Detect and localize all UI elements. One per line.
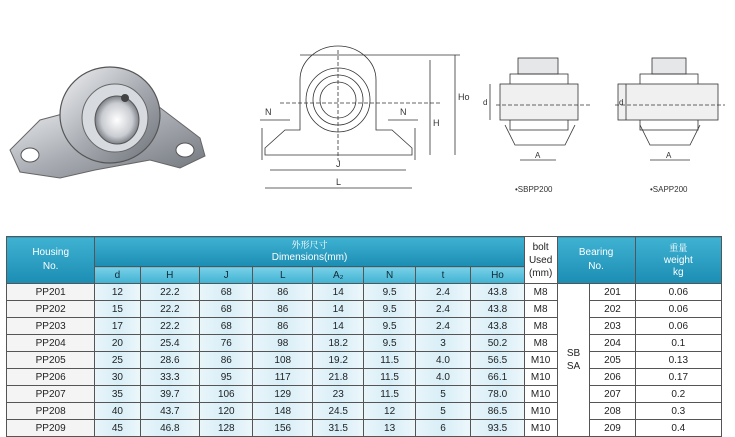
table-row bbox=[7, 386, 722, 403]
weight-cell: 0.1 bbox=[635, 335, 721, 352]
front-view-drawing bbox=[260, 46, 460, 188]
sbpp-d-label: d bbox=[483, 98, 488, 107]
sapp-a-label: A bbox=[666, 151, 672, 160]
h-cell: 28.6 bbox=[140, 352, 200, 369]
housing-cell: PP208 bbox=[7, 403, 95, 420]
bearing-type-sa: SA bbox=[566, 361, 581, 372]
table-row bbox=[7, 403, 722, 420]
h-cell: 22.2 bbox=[140, 284, 200, 301]
col-header-ho: Ho bbox=[471, 267, 524, 284]
l-cell: 86 bbox=[253, 318, 313, 335]
d-cell: 40 bbox=[95, 403, 140, 420]
t-cell: 4.0 bbox=[415, 369, 470, 386]
bearing-cell: 204 bbox=[590, 335, 635, 352]
col-header-t: t bbox=[415, 267, 470, 284]
weight-cell: 0.06 bbox=[635, 301, 721, 318]
col-header-l: L bbox=[253, 267, 313, 284]
n-cell: 9.5 bbox=[364, 284, 415, 301]
dim-j: J bbox=[336, 159, 341, 169]
t-cell: 5 bbox=[415, 386, 470, 403]
weight-cell: 0.2 bbox=[635, 386, 721, 403]
col-header-n: N bbox=[364, 267, 415, 284]
pillow-block-photo bbox=[10, 67, 205, 178]
h-cell: 25.4 bbox=[140, 335, 200, 352]
ho-cell: 93.5 bbox=[471, 420, 524, 437]
weight-cell: 0.4 bbox=[635, 420, 721, 437]
l-cell: 108 bbox=[253, 352, 313, 369]
bolt-cell: M10 bbox=[524, 420, 557, 437]
housing-cell: PP202 bbox=[7, 301, 95, 318]
col-header-d: d bbox=[95, 267, 140, 284]
n-cell: 9.5 bbox=[364, 318, 415, 335]
col-header-h: H bbox=[140, 267, 200, 284]
t-cell: 6 bbox=[415, 420, 470, 437]
l-cell: 129 bbox=[253, 386, 313, 403]
spec-table bbox=[6, 236, 722, 437]
weight-cell: 0.13 bbox=[635, 352, 721, 369]
sapp-d-label: d bbox=[619, 98, 624, 107]
dimensions-header bbox=[95, 237, 524, 267]
housing-header-line2: No. bbox=[42, 261, 59, 272]
j-cell: 106 bbox=[200, 386, 253, 403]
n-cell: 11.5 bbox=[364, 386, 415, 403]
dimensions-header-cn: 外形尺寸 bbox=[291, 240, 328, 250]
dim-l: L bbox=[336, 177, 342, 187]
n-cell: 11.5 bbox=[364, 369, 415, 386]
j-cell: 68 bbox=[200, 284, 253, 301]
bolt-cell: M10 bbox=[524, 386, 557, 403]
weight-cell: 0.06 bbox=[635, 284, 721, 301]
bearing-cell: 207 bbox=[590, 386, 635, 403]
h-cell: 39.7 bbox=[140, 386, 200, 403]
n-cell: 13 bbox=[364, 420, 415, 437]
t-cell: 2.4 bbox=[415, 318, 470, 335]
ho-cell: 78.0 bbox=[471, 386, 524, 403]
j-cell: 120 bbox=[200, 403, 253, 420]
t-cell: 2.4 bbox=[415, 284, 470, 301]
a2-cell: 14 bbox=[313, 301, 364, 318]
sapp200-caption: •SAPP200 bbox=[650, 185, 688, 194]
d-cell: 25 bbox=[95, 352, 140, 369]
bolt-header-line1: bolt bbox=[532, 241, 549, 253]
weight-cell: 0.17 bbox=[635, 369, 721, 386]
h-cell: 46.8 bbox=[140, 420, 200, 437]
dim-n-left: N bbox=[265, 107, 272, 117]
a2-cell: 19.2 bbox=[313, 352, 364, 369]
housing-cell: PP206 bbox=[7, 369, 95, 386]
a2-cell: 21.8 bbox=[313, 369, 364, 386]
bolt-cell: M8 bbox=[524, 284, 557, 301]
n-cell: 12 bbox=[364, 403, 415, 420]
j-cell: 86 bbox=[200, 352, 253, 369]
ho-cell: 43.8 bbox=[471, 284, 524, 301]
weight-header bbox=[635, 237, 721, 284]
bearing-header-line1: Bearing bbox=[578, 247, 614, 258]
bolt-cell: M10 bbox=[524, 369, 557, 386]
bearing-cell: 206 bbox=[590, 369, 635, 386]
ho-cell: 56.5 bbox=[471, 352, 524, 369]
d-cell: 45 bbox=[95, 420, 140, 437]
bolt-header bbox=[524, 237, 557, 284]
d-cell: 12 bbox=[95, 284, 140, 301]
table-row bbox=[7, 318, 722, 335]
j-cell: 68 bbox=[200, 318, 253, 335]
ho-cell: 66.1 bbox=[471, 369, 524, 386]
bearing-type-cell bbox=[557, 284, 590, 437]
a2-cell: 18.2 bbox=[313, 335, 364, 352]
table-row bbox=[7, 352, 722, 369]
bearing-cell: 202 bbox=[590, 301, 635, 318]
t-cell: 3 bbox=[415, 335, 470, 352]
a2-cell: 14 bbox=[313, 284, 364, 301]
housing-cell: PP205 bbox=[7, 352, 95, 369]
h-cell: 22.2 bbox=[140, 301, 200, 318]
weight-cell: 0.06 bbox=[635, 318, 721, 335]
table-row bbox=[7, 284, 722, 301]
d-cell: 30 bbox=[95, 369, 140, 386]
l-cell: 148 bbox=[253, 403, 313, 420]
bolt-cell: M10 bbox=[524, 352, 557, 369]
weight-header-en: weight bbox=[663, 254, 693, 266]
d-cell: 35 bbox=[95, 386, 140, 403]
dim-n-right: N bbox=[400, 107, 407, 117]
bearing-header bbox=[557, 237, 635, 284]
l-cell: 98 bbox=[253, 335, 313, 352]
d-cell: 17 bbox=[95, 318, 140, 335]
j-cell: 68 bbox=[200, 301, 253, 318]
bolt-cell: M8 bbox=[524, 318, 557, 335]
bolt-cell: M8 bbox=[524, 301, 557, 318]
l-cell: 156 bbox=[253, 420, 313, 437]
housing-cell: PP207 bbox=[7, 386, 95, 403]
bearing-cell: 208 bbox=[590, 403, 635, 420]
t-cell: 5 bbox=[415, 403, 470, 420]
j-cell: 95 bbox=[200, 369, 253, 386]
a2-cell: 24.5 bbox=[313, 403, 364, 420]
weight-header-unit: kg bbox=[673, 266, 684, 278]
table-row bbox=[7, 369, 722, 386]
sbpp-a-label: A bbox=[535, 151, 541, 160]
sbpp200-caption: •SBPP200 bbox=[515, 185, 553, 194]
n-cell: 9.5 bbox=[364, 301, 415, 318]
a2-cell: 14 bbox=[313, 318, 364, 335]
housing-cell: PP204 bbox=[7, 335, 95, 352]
col-header-j: J bbox=[200, 267, 253, 284]
h-cell: 22.2 bbox=[140, 318, 200, 335]
col-header-a2: A₂ bbox=[313, 267, 364, 284]
sbpp200-section-drawing bbox=[490, 58, 590, 160]
bearing-type-sb: SB bbox=[566, 348, 581, 359]
a2-cell: 23 bbox=[313, 386, 364, 403]
dim-ho: Ho bbox=[458, 92, 470, 102]
j-cell: 76 bbox=[200, 335, 253, 352]
table-row bbox=[7, 335, 722, 352]
dimensions-header-en: Dimensions(mm) bbox=[271, 252, 348, 263]
l-cell: 86 bbox=[253, 301, 313, 318]
table-row bbox=[7, 420, 722, 437]
bearing-cell: 201 bbox=[590, 284, 635, 301]
bolt-header-line2: Used bbox=[528, 254, 553, 266]
bearing-cell: 209 bbox=[590, 420, 635, 437]
ho-cell: 50.2 bbox=[471, 335, 524, 352]
d-cell: 20 bbox=[95, 335, 140, 352]
dim-h: H bbox=[433, 118, 440, 128]
housing-header-line1: Housing bbox=[32, 247, 70, 258]
table-row bbox=[7, 301, 722, 318]
j-cell: 128 bbox=[200, 420, 253, 437]
ho-cell: 43.8 bbox=[471, 318, 524, 335]
d-cell: 15 bbox=[95, 301, 140, 318]
bolt-header-line3: (mm) bbox=[528, 267, 553, 279]
housing-cell: PP209 bbox=[7, 420, 95, 437]
bearing-cell: 203 bbox=[590, 318, 635, 335]
bearing-header-line2: No. bbox=[588, 261, 604, 272]
ho-cell: 86.5 bbox=[471, 403, 524, 420]
housing-cell: PP201 bbox=[7, 284, 95, 301]
l-cell: 86 bbox=[253, 284, 313, 301]
housing-header bbox=[7, 237, 95, 284]
bearing-cell: 205 bbox=[590, 352, 635, 369]
ho-cell: 43.8 bbox=[471, 301, 524, 318]
weight-cell: 0.3 bbox=[635, 403, 721, 420]
a2-cell: 31.5 bbox=[313, 420, 364, 437]
bolt-cell: M10 bbox=[524, 403, 557, 420]
n-cell: 11.5 bbox=[364, 352, 415, 369]
sapp200-section-drawing bbox=[615, 58, 725, 160]
weight-header-cn: 重量 bbox=[669, 242, 688, 253]
l-cell: 117 bbox=[253, 369, 313, 386]
h-cell: 33.3 bbox=[140, 369, 200, 386]
housing-cell: PP203 bbox=[7, 318, 95, 335]
n-cell: 9.5 bbox=[364, 335, 415, 352]
bolt-cell: M8 bbox=[524, 335, 557, 352]
t-cell: 4.0 bbox=[415, 352, 470, 369]
t-cell: 2.4 bbox=[415, 301, 470, 318]
spec-table-body bbox=[7, 284, 722, 437]
h-cell: 43.7 bbox=[140, 403, 200, 420]
